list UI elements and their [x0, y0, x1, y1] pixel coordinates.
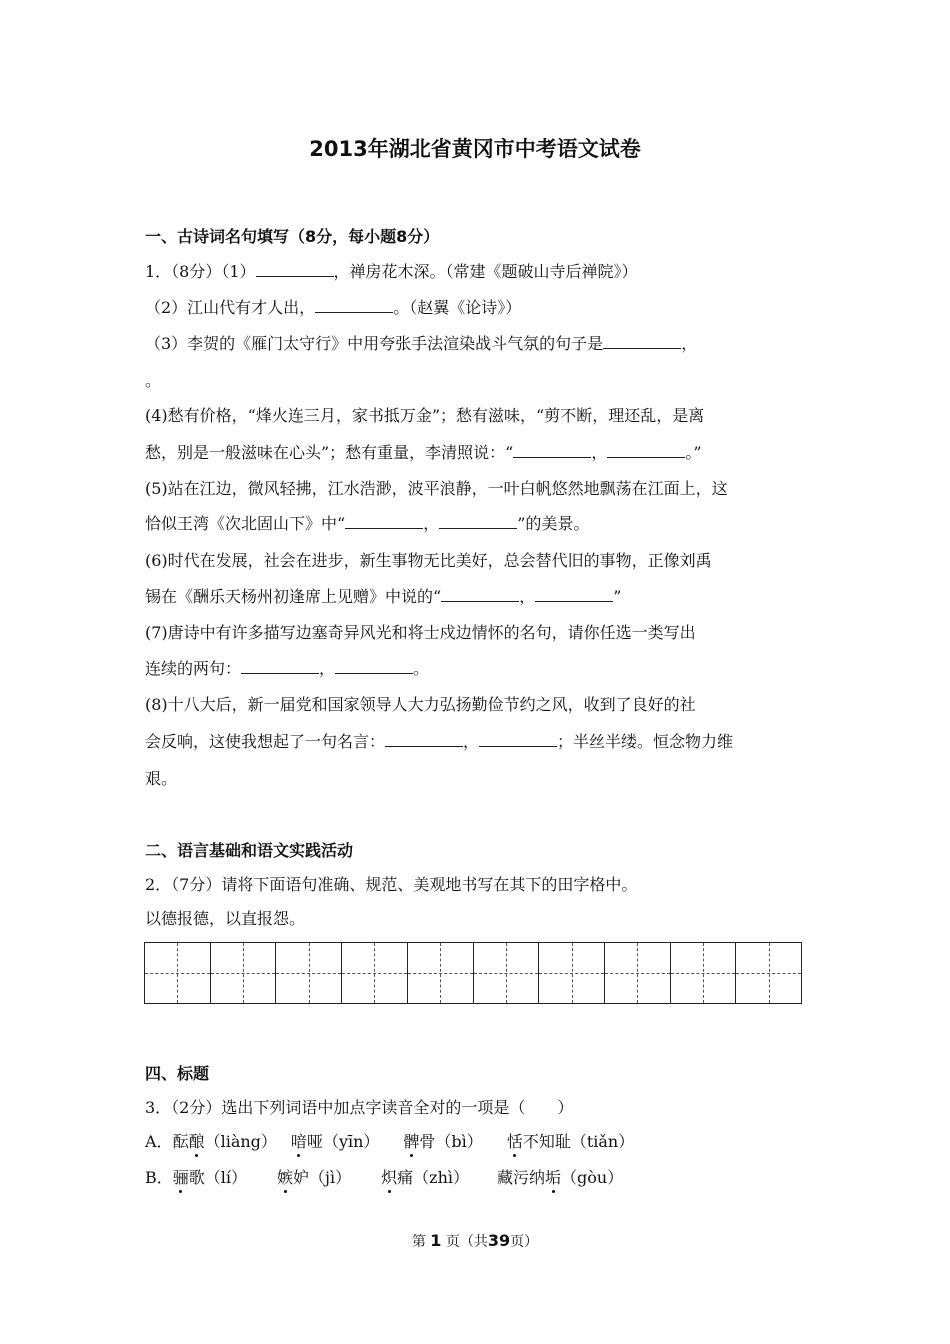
q1-line2 [145, 298, 521, 318]
option-b-word3-dotted: 炽 [381, 1168, 398, 1187]
q1-line14 [145, 732, 733, 752]
answer-blank[interactable] [479, 732, 557, 747]
q1-line12-text-b: ， [319, 659, 336, 678]
q1-line3-text-b: ， [681, 334, 698, 353]
grid-cell[interactable] [408, 943, 474, 1003]
answer-blank[interactable] [315, 298, 393, 313]
q1-line6-text-b: ， [591, 443, 608, 462]
page-footer [0, 1231, 950, 1251]
option-b-word1-rest: 歌（lí） [188, 1168, 248, 1187]
answer-blank[interactable] [513, 443, 591, 458]
answer-blank[interactable] [241, 659, 319, 674]
answer-blank[interactable] [335, 659, 413, 674]
option-b-label: B． [145, 1168, 173, 1187]
q1-line12-text-a: 连续的两句： [145, 659, 242, 678]
answer-blank[interactable] [345, 514, 423, 529]
q1-line2-text-a: （2）江山代有才人出， [145, 298, 316, 317]
q1-line3 [145, 334, 697, 354]
q1-line13: (8)十八大后，新一届党和国家领导人大力弘扬勤俭节约之风，收到了良好的社 [145, 695, 696, 714]
q1-line6-text-c: 。” [685, 443, 702, 462]
footer-page-number: 1 [430, 1231, 442, 1250]
option-b-word4-text: 藏污纳 [497, 1168, 546, 1187]
tianzige-grid [144, 942, 802, 1004]
option-b-word3-rest: 痛（zhì） [397, 1168, 470, 1187]
section2-heading: 二、语言基础和语文实践活动 [145, 841, 354, 860]
q3-option-b [145, 1168, 623, 1188]
grid-cell[interactable] [605, 943, 671, 1003]
answer-blank[interactable] [256, 262, 334, 277]
answer-blank[interactable] [439, 514, 517, 529]
option-b-word2-dotted: 嫉 [277, 1168, 294, 1187]
option-a-word3-dotted: 髀 [403, 1132, 420, 1151]
grid-cell[interactable] [736, 943, 801, 1003]
option-a-word1-dotted: 酿 [188, 1132, 205, 1151]
grid-cell[interactable] [211, 943, 277, 1003]
q1-line15: 艰。 [145, 769, 178, 788]
q1-line2-text-b: 。（赵翼《论诗》） [393, 298, 522, 317]
q1-line12 [145, 659, 429, 679]
footer-suffix: 页） [510, 1234, 539, 1250]
answer-blank[interactable] [535, 587, 613, 602]
q1-line14-text-a: 会反响，这使我想起了一句名言： [145, 732, 386, 751]
section1-heading: 一、古诗词名句填写（8分，每小题8分） [145, 227, 440, 246]
option-a-word1-char: 酝 [172, 1132, 189, 1151]
footer-total-pages: 39 [487, 1231, 511, 1250]
grid-cell[interactable] [276, 943, 342, 1003]
q1-line4: 。 [145, 371, 162, 390]
q1-line10 [145, 587, 621, 607]
answer-blank[interactable] [603, 334, 681, 349]
option-a-word2-rest: 哑（yīn） [306, 1132, 380, 1151]
q1-line8 [145, 514, 589, 534]
page-title: 2013年湖北省黄冈市中考语文试卷 [309, 137, 641, 161]
q1-line10-text-b: ， [519, 587, 536, 606]
q1-line10-text-a: 锡在《酬乐天杨州初逢席上见赠》中说的“ [145, 587, 442, 606]
q1-line6 [145, 443, 702, 463]
q1-line5: (4)愁有价格，“烽火连三月，家书抵万金”；愁有滋味，“剪不断，理还乱，是离 [145, 406, 705, 425]
q1-line11: (7)唐诗中有许多描写边塞奇异风光和将士戍边情怀的名句，请你任选一类写出 [145, 623, 696, 642]
grid-cell[interactable] [539, 943, 605, 1003]
option-a-label: A． [145, 1132, 173, 1151]
q1-line14-text-c: ；半丝半缕。恒念物力维 [557, 732, 734, 751]
q3-stem: 3．（2分）选出下列词语中加点字读音全对的一项是（ ） [145, 1098, 574, 1117]
q1-line8-text-c: ”的美景。 [517, 514, 590, 533]
q1-line3-text-a: （3）李贺的《雁门太守行》中用夸张手法渲染战斗气氛的句子是 [145, 334, 604, 353]
q1-line9: (6)时代在发展，社会在进步，新生事物无比美好，总会替代旧的事物，正像刘禹 [145, 551, 712, 570]
q1-line14-text-b: ， [463, 732, 480, 751]
q2-line2: 以德报德，以直报怨。 [145, 909, 306, 928]
q1-line1-text-a: 1．（8分）（1） [145, 262, 256, 281]
q1-line12-text-c: 。 [413, 659, 430, 678]
q1-line8-text-a: 恰似王湾《次北固山下》中“ [145, 514, 346, 533]
footer-middle: 页（共 [445, 1234, 488, 1250]
q1-line1 [145, 262, 638, 282]
q1-line8-text-b: ， [423, 514, 440, 533]
answer-blank[interactable] [385, 732, 463, 747]
option-a-word3-rest: 骨（bì） [419, 1132, 483, 1151]
q1-line10-text-c: ” [613, 587, 622, 606]
option-b-word2-rest: 妒（jì） [293, 1168, 352, 1187]
option-b-word1-dotted: 骊 [172, 1168, 189, 1187]
option-a-word1-pinyin: （liàng） [204, 1132, 277, 1151]
option-b-word4-dotted: 垢 [545, 1168, 562, 1187]
option-a-word4-dotted: 恬 [506, 1132, 523, 1151]
grid-cell[interactable] [342, 943, 408, 1003]
answer-blank[interactable] [441, 587, 519, 602]
option-b-word4-pinyin: （gòu） [561, 1168, 624, 1187]
q1-line7: (5)站在江边，微风轻拂，江水浩渺，波平浪静，一叶白帆悠然地飘荡在江面上，这 [145, 479, 728, 498]
option-a-word4-rest: 不知耻（tiǎn） [522, 1132, 635, 1151]
grid-cell[interactable] [474, 943, 540, 1003]
grid-cell[interactable] [145, 943, 211, 1003]
q2-line1: 2．（7分）请将下面语句准确、规范、美观地书写在其下的田字格中。 [145, 875, 638, 894]
section4-heading: 四、标题 [145, 1064, 210, 1083]
footer-prefix: 第 [411, 1234, 426, 1250]
answer-blank[interactable] [607, 443, 685, 458]
option-a-word2-dotted: 喑 [290, 1132, 307, 1151]
grid-cell[interactable] [671, 943, 737, 1003]
q3-option-a [145, 1132, 634, 1152]
q1-line6-text-a: 愁，别是一般滋味在心头”；愁有重量，李清照说：“ [145, 443, 514, 462]
q1-line1-text-b: ，禅房花木深。（常建《题破山寺后禅院》） [333, 262, 638, 281]
